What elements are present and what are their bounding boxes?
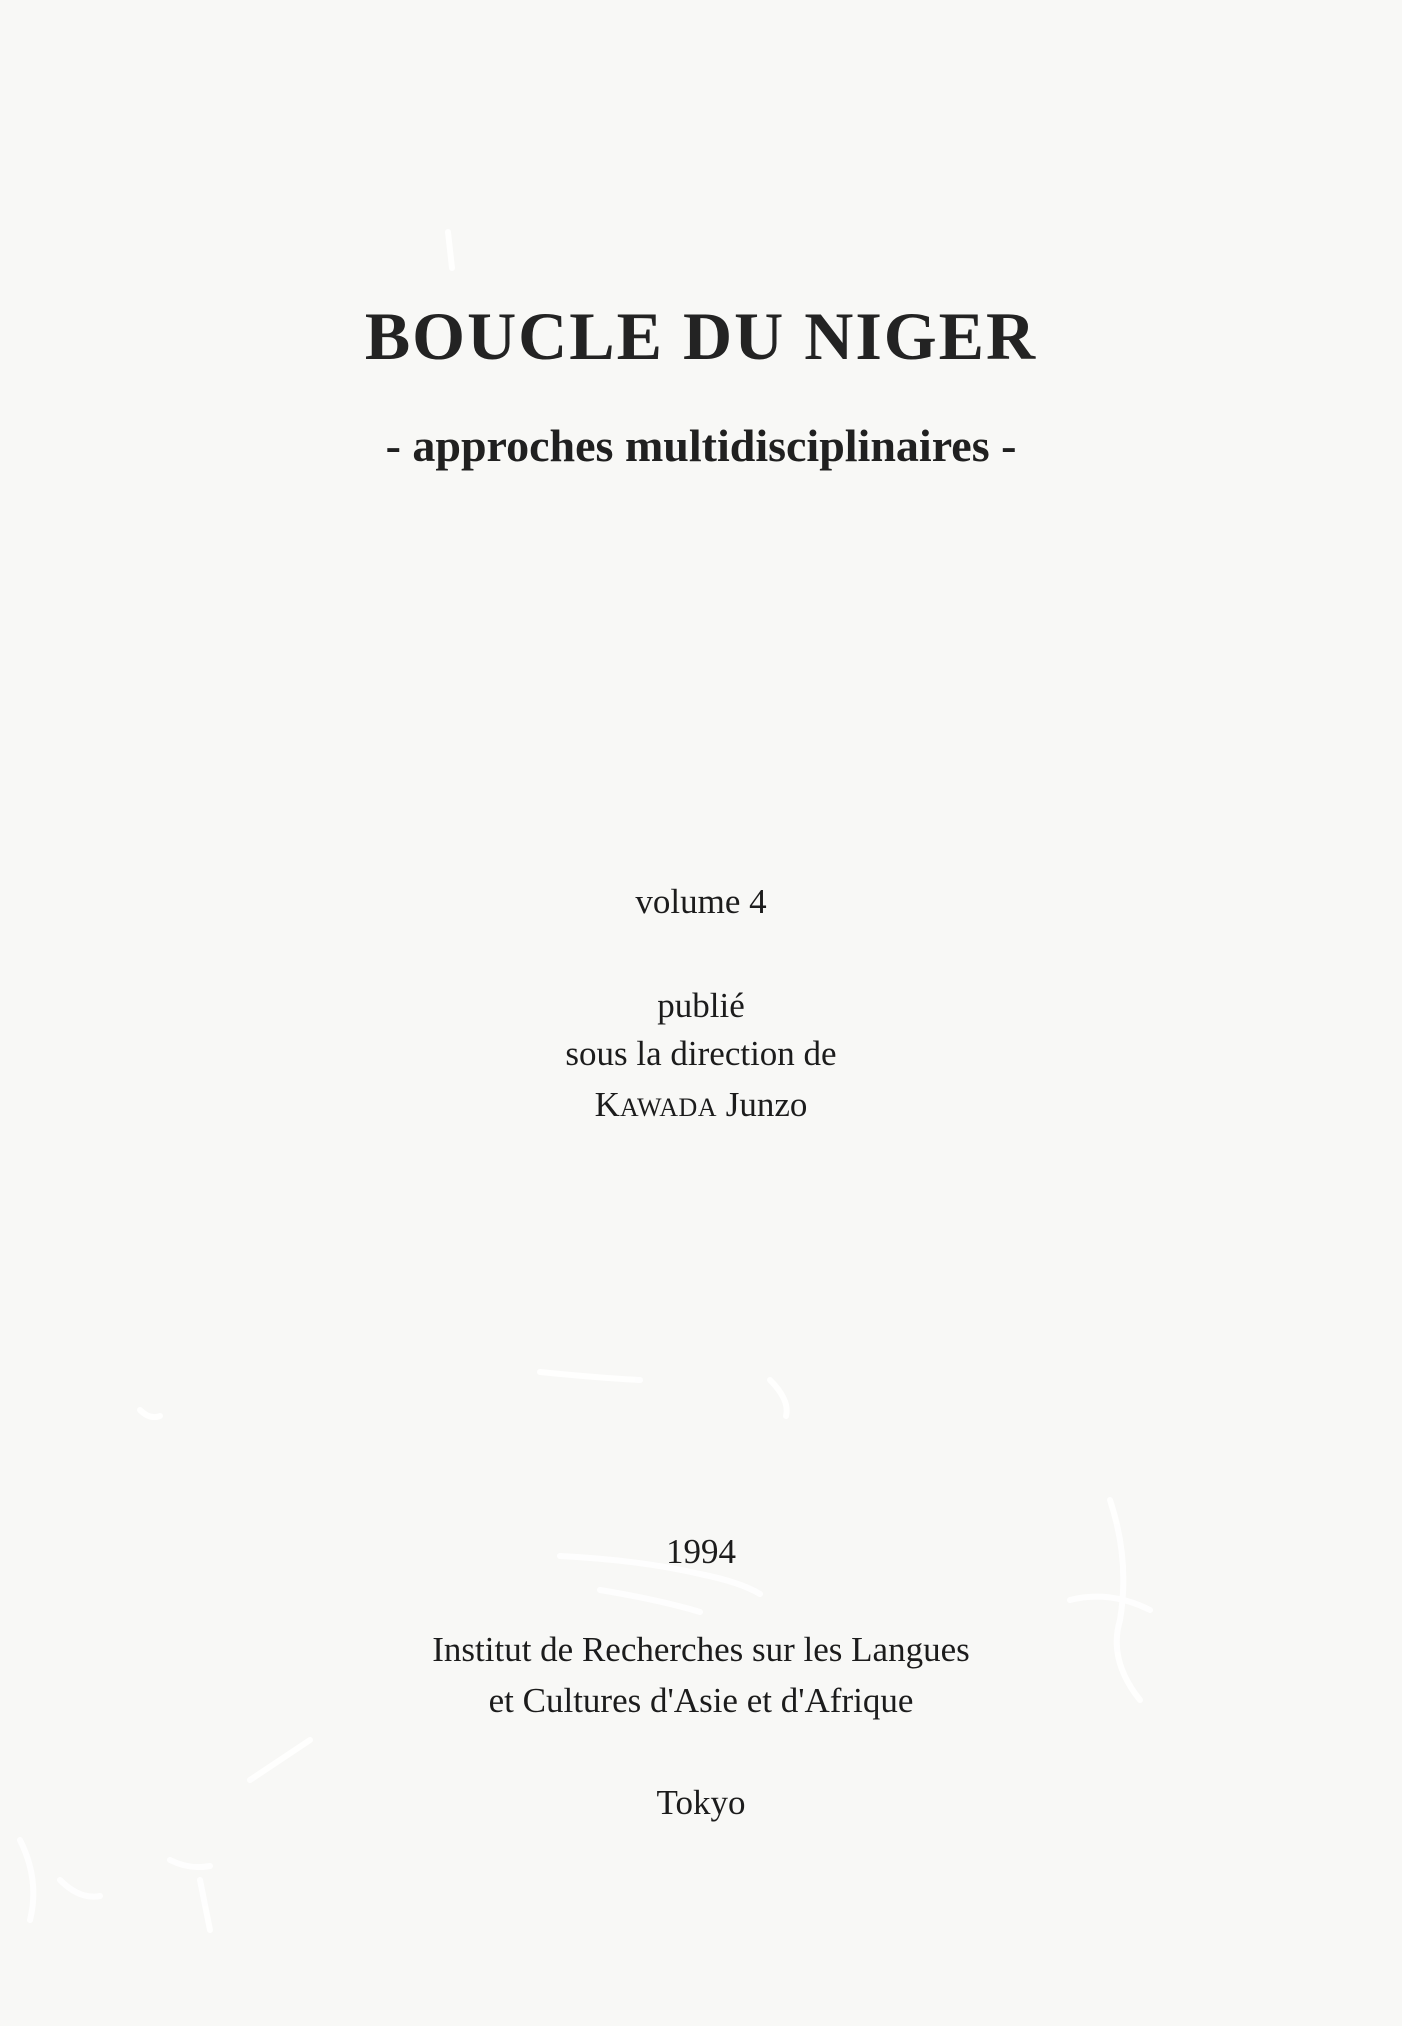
editor-given-name: Junzo [717, 1085, 808, 1124]
book-title: BOUCLE DU NIGER [364, 298, 1038, 374]
publication-year: 1994 [666, 1532, 736, 1571]
publication-city: Tokyo [656, 1783, 746, 1822]
book-subtitle: - approches multidisciplinaires - [385, 420, 1017, 471]
volume-number: volume 4 [635, 882, 767, 921]
publisher-line-1: Institut de Recherches sur les Langues [432, 1630, 970, 1669]
publisher-line-2: et Cultures d'Asie et d'Afrique [488, 1681, 914, 1720]
editor-name [0, 1081, 1402, 1132]
editor-surname-rest: AWADA [619, 1093, 718, 1122]
direction-label: sous la direction de [565, 1034, 837, 1073]
published-label: publié [657, 986, 745, 1025]
editor-surname-initial: K [594, 1085, 620, 1124]
